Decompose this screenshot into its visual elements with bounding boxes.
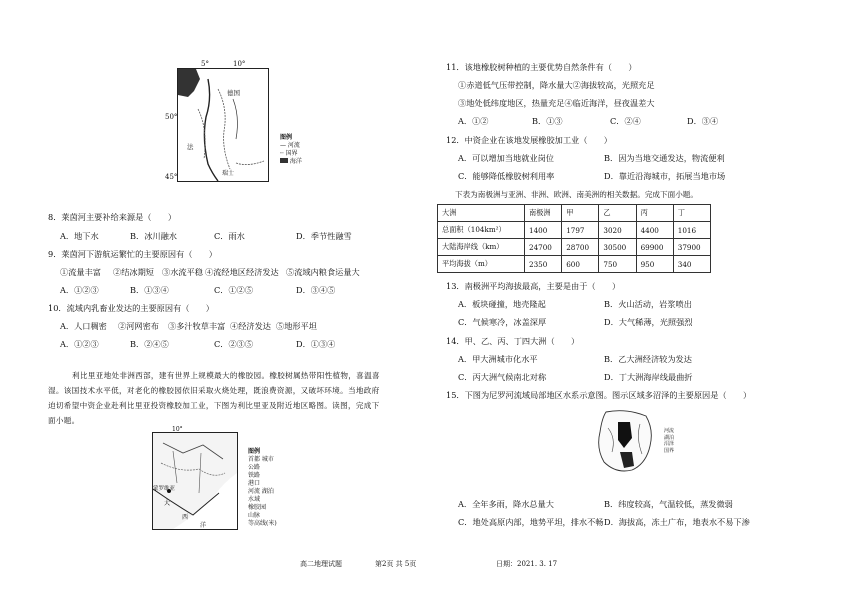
legend-river-label: 河流 <box>287 142 300 149</box>
map3-legend-item: 河流 <box>664 428 675 434</box>
q11-option-a: A．①② <box>458 116 489 126</box>
map2-lon: 10° <box>172 426 183 433</box>
q10-answer-d: D．①③④ <box>296 339 336 349</box>
table-row <box>438 222 711 239</box>
liberia-map <box>152 432 238 530</box>
q10-item-2: ②河网密布 <box>118 321 159 331</box>
q9-answer-c: C．①②⑤ <box>214 285 254 295</box>
table-cell: 大陆海岸线（km） <box>438 239 525 256</box>
q15-option-d: D．海拔高，冻土广布，地表水不易下渗 <box>604 517 750 527</box>
legend-river: — 河流 <box>280 142 300 149</box>
table-cell: 平均海拔（m） <box>438 256 525 273</box>
q10-item-4: ④经济发达 <box>230 321 271 331</box>
legend-border-label: 国界 <box>285 150 298 157</box>
map2-legend-item: 水域 <box>248 496 261 503</box>
q12-option-d: D．靠近沿海城市，拓展当地市场 <box>604 171 726 181</box>
q13-option-a: A．板块碰撞，地壳隆起 <box>458 299 546 309</box>
table-cell: 4400 <box>636 222 673 239</box>
rhine-map-drawing <box>178 69 268 181</box>
table-header-row <box>438 205 711 222</box>
q11-line-1: ①赤道低气压带控制，降水量大②海拔较高，光照充足 <box>458 80 655 90</box>
q10-stem: 10．流域内乳畜业发达的主要原因有（ ） <box>48 303 214 313</box>
nile-map <box>596 408 656 474</box>
q10-answer-c: C．②③⑤ <box>214 339 254 349</box>
map2-monrovia: 蒙罗维亚 <box>153 486 176 492</box>
q15-stem: 15．下图为尼罗河流域局部地区水系示意图。图示区域多沼泽的主要原因是（ ） <box>446 390 752 400</box>
q9-stem: 9．莱茵河下游航运繁忙的主要原因有（ ） <box>48 249 217 259</box>
q13-option-b: B．火山活动，岩浆喷出 <box>604 299 692 309</box>
continent-data-table <box>437 204 711 273</box>
q10-item-3: ③多汁牧草丰富 <box>168 321 226 331</box>
table-cell: 总面积（104km²） <box>438 222 525 239</box>
table-cell: 24700 <box>525 239 562 256</box>
q9-item-3: ③水流平稳 <box>162 267 203 277</box>
map2-legend <box>248 448 288 528</box>
q8-option-b: B．冰川融水 <box>130 231 177 241</box>
q11-option-b: B．①③ <box>532 116 563 126</box>
table-cell: 600 <box>562 256 599 273</box>
footer-subject: 高二地理试题 <box>300 560 342 568</box>
table-intro: 下表为南极洲与亚洲、非洲、欧洲、南美洲的相关数据。完成下面小题。 <box>455 190 698 199</box>
legend-title: 图例 <box>280 134 293 141</box>
q9-item-2: ②结冰期短 <box>113 267 154 277</box>
table-cell: 750 <box>599 256 636 273</box>
map2-legend-item: 港口 <box>248 480 261 487</box>
table-cell: 3020 <box>599 222 636 239</box>
map2-legend-title: 图例 <box>248 448 261 455</box>
q15-option-b: B．纬度较高，气温较低，蒸发微弱 <box>604 499 733 509</box>
q9-item-4: ④流经地区经济发达 <box>205 267 279 277</box>
footer-page: 第2页 共 5页 <box>375 560 417 568</box>
q11-line-2: ③地处低纬度地区，热量充足④临近海洋，昼夜温差大 <box>458 98 655 108</box>
q9-item-1: ①流量丰富 <box>60 267 101 277</box>
q11-option-c: C．②④ <box>610 116 641 126</box>
q15-option-a: A．全年多雨，降水总量大 <box>458 499 554 509</box>
map3-legend-item: 湖泊 <box>664 434 675 441</box>
map1-lat-45: 45° <box>165 173 178 181</box>
q13-option-d: D．大气稀薄，光照强烈 <box>604 317 693 327</box>
map2-legend-item: 等高线(米) <box>248 520 277 527</box>
table-row <box>438 239 711 256</box>
map2-ocean-3: 洋 <box>200 522 207 529</box>
map3-legend-item: 国界 <box>664 447 675 454</box>
q12-stem: 12．中资企业在该地发展橡胶加工业（ ） <box>446 135 612 145</box>
table-header-cell: 甲 <box>562 205 599 222</box>
q14-stem: 14．甲、乙、丙、丁四大洲（ ） <box>446 336 580 346</box>
q12-option-c: C．能够降低橡胶树利用率 <box>458 171 555 181</box>
q9-answer-a: A．①②③ <box>60 285 99 295</box>
map3-legend <box>664 428 694 454</box>
q14-option-d: D．丁大洲海岸线最曲折 <box>604 372 693 382</box>
table-header-cell: 乙 <box>599 205 636 222</box>
q8-option-c: C．雨水 <box>214 231 245 241</box>
q11-option-d: D．③④ <box>687 116 719 126</box>
map1-lon-10: 10° <box>233 60 246 68</box>
q13-option-c: C．气候寒冷，冰盖深厚 <box>458 317 547 327</box>
map2-ocean-1: 大 <box>164 500 171 507</box>
map1-country-de: 德国 <box>227 89 240 97</box>
rhine-map <box>177 68 269 182</box>
table-cell: 28700 <box>562 239 599 256</box>
q14-option-c: C．丙大洲气候南北对称 <box>458 372 547 382</box>
map2-ocean-2: 西 <box>182 514 189 521</box>
legend-sea <box>280 158 324 166</box>
map1-lat-50: 50° <box>165 113 178 121</box>
table-cell: 1400 <box>525 222 562 239</box>
table-cell: 37900 <box>673 239 710 256</box>
q8-option-d: D．季节性融雪 <box>296 231 352 241</box>
q12-option-a: A．可以增加当地就业岗位 <box>458 153 554 163</box>
map1-lon-5: 5° <box>201 60 209 68</box>
q9-item-5: ⑤流域内粮食运量大 <box>286 267 360 277</box>
map2-legend-item: 河流 湖泊 <box>248 488 274 495</box>
q10-item-5: ⑤地形平坦 <box>276 321 317 331</box>
liberia-passage: 利比里亚地处非洲西部，建有世界上规模最大的橡胶园。橡胶树属热带阳性植物，喜温喜湿。该国技术水平低，对老化的橡胶园依旧采取火烧处理，既浪费资源，又破坏环境。当地政府迫切希望中资企业赴利比里亚投资橡胶加工业，下图为利比里亚及附近地区略图。读图，完成下面小题。 <box>48 371 380 425</box>
q12-option-b: B．因为当地交通发达，物流便利 <box>604 153 725 163</box>
map1-country-fr: 法 <box>187 143 194 151</box>
map2-legend-item: 公路 <box>248 464 261 471</box>
q15-option-c: C．地处高原内部，地势平坦，排水不畅 <box>458 517 604 527</box>
map2-legend-item: 山脉 <box>248 512 261 519</box>
map1-legend <box>280 134 324 166</box>
table-cell: 30500 <box>599 239 636 256</box>
table-header-cell: 南极洲 <box>525 205 562 222</box>
legend-border: ┄ 国界 <box>280 150 298 157</box>
q13-stem: 13．南极洲平均海拔最高，主要是由于（ ） <box>446 281 621 291</box>
table-cell: 1797 <box>562 222 599 239</box>
q10-answer-b: B．②④⑤ <box>130 339 169 349</box>
q14-option-a: A．甲大洲城市化水平 <box>458 354 538 364</box>
q11-stem: 11．该地橡胶树种植的主要优势自然条件有（ ） <box>446 62 637 72</box>
q9-answer-d: D．③④⑤ <box>296 285 336 295</box>
q14-option-b: B．乙大洲经济较为发达 <box>604 354 692 364</box>
table-cell: 1016 <box>673 222 710 239</box>
nile-map-drawing <box>596 408 656 474</box>
table-header-cell: 丁 <box>673 205 710 222</box>
q10-answer-a: A．①②③ <box>60 339 99 349</box>
q9-answer-b: B．①③④ <box>130 285 169 295</box>
table-header-cell: 丙 <box>636 205 673 222</box>
map2-legend-item: 首都 城市 <box>248 456 274 463</box>
q10-item-1: A．人口稠密 <box>60 321 107 331</box>
table-cell: 950 <box>636 256 673 273</box>
table-header-cell: 大洲 <box>438 205 525 222</box>
legend-sea-label: 海洋 <box>289 158 302 165</box>
map2-legend-item: 铁路 <box>248 472 261 479</box>
q8-stem: 8．莱茵河主要补给来源是（ ） <box>48 212 177 222</box>
liberia-map-drawing <box>153 433 237 529</box>
table-cell: 340 <box>673 256 710 273</box>
footer-date: 日期：2021. 3. 17 <box>496 560 558 568</box>
map1-country-ch: 瑞士 <box>222 170 235 177</box>
table-row <box>438 256 711 273</box>
table-cell: 69900 <box>636 239 673 256</box>
q8-option-a: A．地下水 <box>60 231 99 241</box>
map3-legend-item: 沼泽 <box>664 441 675 447</box>
map2-legend-item: 橡胶园 <box>248 504 267 511</box>
table-cell: 2350 <box>525 256 562 273</box>
